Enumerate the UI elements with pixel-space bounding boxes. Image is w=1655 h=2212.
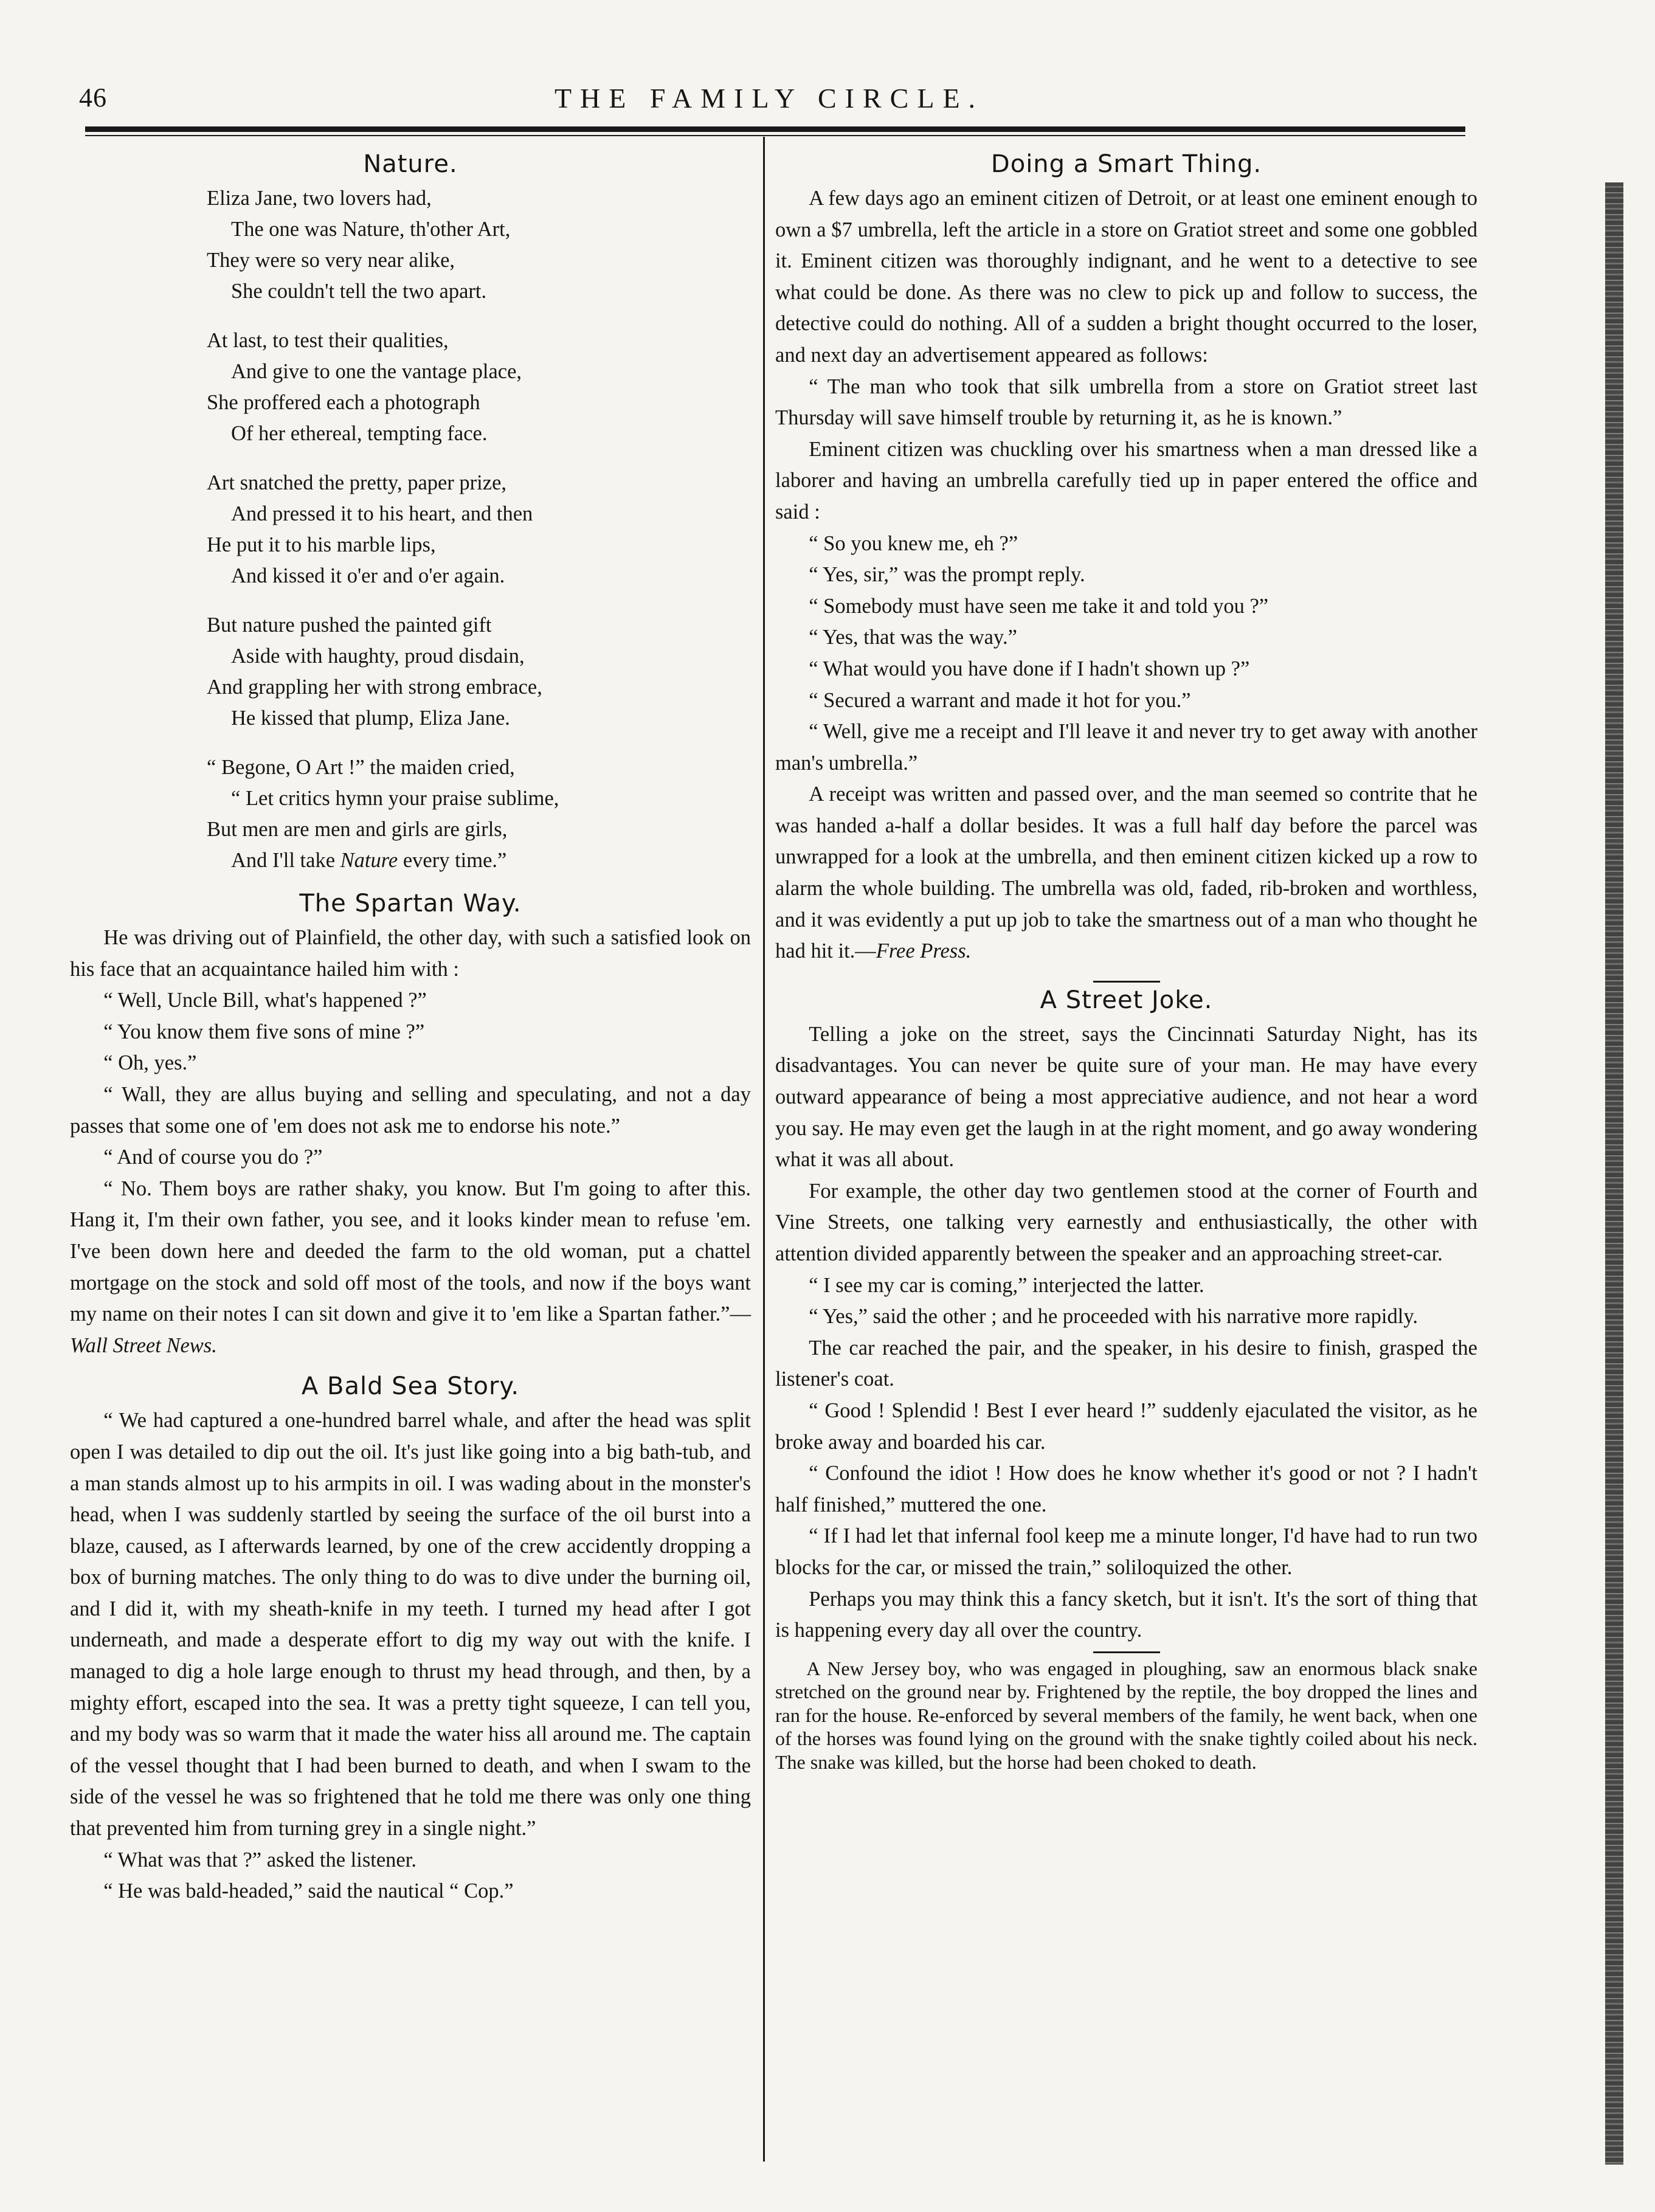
poem-line: She proffered each a photograph [207, 391, 480, 414]
section-rule [1093, 981, 1160, 983]
poem-line: Of her ethereal, tempting face. [231, 422, 488, 445]
paragraph: “ What was that ?” asked the listener. [103, 1848, 416, 1872]
paragraph-text: A receipt was written and passed over, and the man seemed so contrite that he was handed a-half a dollar besides. It was a full half day before the parcel was unwrapped for a look at the umbrella, and then eminent citizen kicked up a row to alarm the whole building. The umbrella was old, faded, rib-broken and worthless, and it was evidently a put up job to take the smartness out of a man who thought he had hit it.— [775, 783, 1477, 963]
paragraph: “ You know them five sons of mine ?” [103, 1020, 425, 1043]
paragraph: “ Good ! Splendid ! Best I ever heard !” suddenly ejaculated the visitor, as he broke away and boarded his car. [775, 1398, 1477, 1454]
paragraph: Telling a joke on the street, says the Cincinnati Saturday Night, has its disadvantages. You can never be quite sure of your man. He may have every outward appearance of being a most appreciative audience, and not hear a word you say. He may even get the laugh in at the right moment, and go away wondering what it was all about. [775, 1022, 1477, 1172]
paragraph: “ The man who took that silk umbrella from a store on Gratiot street last Thursday will save himself trouble by returning it, as he is known.” [775, 375, 1477, 430]
paragraph: “ What would you have done if I hadn't shown up ?” [809, 657, 1250, 680]
header-rule-thick [85, 126, 1465, 132]
article-title-smart: Doing a Smart Thing. [990, 150, 1262, 178]
paragraph: A New Jersey boy, who was engaged in ploughing, saw an enormous black snake stretched on the ground near by. Frightened by the reptile, the boy dropped the lines and ran for the house. Re-enforced by several members of the family, he went back, when one of the horses was found lying on the ground with the snake tightly coiled about his neck. The snake was killed, but the horse had been choked to death. [775, 1657, 1477, 1773]
poem-line: And give to one the vantage place, [231, 360, 522, 383]
paragraph: “ Wall, they are allus buying and selling and speculating, and not a day passes that some one of 'em does not ask me to endorse his note.” [70, 1082, 751, 1138]
poem-line: But nature pushed the painted gift [207, 613, 492, 637]
poem-line: And kissed it o'er and o'er again. [231, 564, 505, 587]
poem-line-start: And I'll take [231, 849, 340, 872]
poem-line: And grappling her with strong embrace, [207, 676, 542, 699]
poem-line [207, 845, 751, 876]
paragraph: “ I see my car is coming,” interjected the latter. [809, 1273, 1204, 1297]
paragraph: “ We had captured a one-hundred barrel whale, and after the head was split open I was detailed to dip out the oil. It's just like going into a big bath-tub, and a man stands almost up to his armpits in oil. I was wading about in the monster's head, when I was suddenly startled by seeing the surface of the oil burst into a blaze, caused, as I afterwards learned, by one of the crew accidently dropping a box of burning matches. The only thing to do was to dive under the burning oil, and I did it, with my sheath-knife in my teeth. I turned my head after I got underneath, and made a desperate effort to dig my way out with the knife. I managed to dig a hole large enough to thrust my head through, and then, by a mighty effort, escaped into the sea. It was a pretty tight squeeze, I can tell you, and my body was so warm that it made the water hiss all around me. The captain of the vessel thought that I had been burned to death, and when I swam to the side of the vessel he was so frightened that he told me there was only one thing that prevented him from turning grey in a single night.” [70, 1409, 751, 1840]
paragraph [70, 1173, 751, 1362]
poem-line: He put it to his marble lips, [207, 533, 436, 556]
article-body-smart [775, 183, 1477, 967]
column-divider [763, 137, 765, 2162]
poem-line: He kissed that plump, Eliza Jane. [231, 707, 510, 730]
article-title-bald: A Bald Sea Story. [301, 1372, 520, 1401]
paragraph: “ Secured a warrant and made it hot for you.” [809, 688, 1191, 712]
poem-line: They were so very near alike, [207, 249, 455, 272]
paragraph: “ Confound the idiot ! How does he know whether it's good or not ? I hadn't half finished,” muttered the one. [775, 1462, 1477, 1516]
article-body-spartan [70, 922, 751, 1361]
article-body-joke [775, 1019, 1477, 1647]
left-column [70, 143, 751, 1907]
article-body-snake [775, 1657, 1477, 1774]
poem-line-end: every time.” [398, 849, 507, 872]
paragraph: “ Yes,” said the other ; and he proceeded with his narrative more rapidly. [809, 1305, 1418, 1329]
stanza [207, 610, 751, 734]
poem-line: The one was Nature, th'other Art, [231, 218, 511, 241]
poem-line: And pressed it to his heart, and then [231, 502, 533, 525]
paragraph: The car reached the pair, and the speaker, in his desire to finish, grasped the listener's coat. [775, 1336, 1477, 1391]
source-credit: Free Press. [876, 939, 972, 963]
paragraph: “ And of course you do ?” [103, 1146, 323, 1169]
poem-line: “ Let critics hymn your praise sublime, [231, 787, 559, 810]
paragraph-text: “ No. Them boys are rather shaky, you know. But I'm going to after this. Hang it, I'm their own father, you see, and it looks kinder mean to refuse 'em. I've been down here and deeded the farm to the old woman, put a chattel mortgage on the stock and sold off most of the tools, and now if the boys want my name on their notes I can sit down and give it to 'em like a Spartan father.”— [70, 1177, 751, 1326]
page-edge-binding [1605, 182, 1623, 2165]
poem-line: Aside with haughty, proud disdain, [231, 645, 525, 668]
page-number: 46 [79, 83, 107, 112]
stanza [207, 468, 751, 592]
paragraph: “ Well, Uncle Bill, what's happened ?” [103, 989, 427, 1012]
paragraph: “ So you knew me, eh ?” [809, 531, 1018, 555]
paragraph: A few days ago an eminent citizen of Detroit, or at least one eminent enough to own a $7 umbrella, left the article in a store on Gratiot street and some one gobbled it. Eminent citizen was thoroughly indignant, and he went to a detective to see what could be done. As there was no clew to pick up and follow to success, the detective could do nothing. All of a sudden a bright thought occurred to the loser, and next day an advertisement appeared as follows: [775, 187, 1477, 367]
header-rule-thin [85, 135, 1465, 136]
paragraph: “ Well, give me a receipt and I'll leave it and never try to get away with another man's umbrella.” [775, 720, 1477, 775]
right-column [775, 143, 1477, 1774]
poem-line: Art snatched the pretty, paper prize, [207, 471, 507, 494]
article-title-nature: Nature. [363, 150, 458, 178]
poem-line-emphasis: Nature [340, 849, 398, 872]
section-rule [1093, 1651, 1160, 1653]
paragraph: “ Yes, sir,” was the prompt reply. [809, 563, 1085, 587]
poem-line: Eliza Jane, two lovers had, [207, 187, 432, 210]
paragraph: “ If I had let that infernal fool keep me a minute longer, I'd have had to run two blocks for the car, or missed the train,” soliloquized the other. [775, 1524, 1477, 1579]
poem-line: But men are men and girls are girls, [207, 818, 508, 841]
paragraph: “ Somebody must have seen me take it and told you ?” [809, 594, 1269, 618]
paragraph: He was driving out of Plainfield, the other day, with such a satisfied look on his face that an acquaintance hailed him with : [70, 926, 751, 981]
stanza [207, 752, 751, 876]
stanza [207, 183, 751, 307]
article-title-spartan: The Spartan Way. [299, 890, 522, 918]
paragraph: “ Yes, that was the way.” [809, 626, 1017, 649]
poem-line: She couldn't tell the two apart. [231, 280, 487, 303]
paragraph: “ Oh, yes.” [103, 1051, 197, 1075]
paragraph: Eminent citizen was chuckling over his smartness when a man dressed like a laborer and having an umbrella carefully tied up in paper entered the office and said : [775, 437, 1477, 524]
article-title-joke: A Street Joke. [1040, 986, 1213, 1014]
running-title: THE FAMILY CIRCLE. [554, 83, 984, 114]
stanza [207, 325, 751, 449]
source-credit: Wall Street News. [70, 1333, 217, 1357]
poem-nature [207, 183, 751, 876]
paragraph: Perhaps you may think this a fancy sketch, but it isn't. It's the sort of thing that is happening every day all over the country. [775, 1587, 1477, 1642]
paragraph: For example, the other day two gentlemen stood at the corner of Fourth and Vine Streets, one talking very earnestly and enthusiastically, the other with attention divided apparently between the speaker and an approaching street-car. [775, 1179, 1477, 1265]
page-header [73, 82, 1465, 125]
poem-line: “ Begone, O Art !” the maiden cried, [207, 756, 515, 779]
article-body-bald [70, 1405, 751, 1907]
paragraph [775, 779, 1477, 967]
paragraph: “ He was bald-headed,” said the nautical “ Cop.” [103, 1879, 514, 1903]
poem-line: At last, to test their qualities, [207, 329, 449, 352]
